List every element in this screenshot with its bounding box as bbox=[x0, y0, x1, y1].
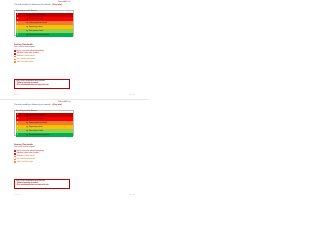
risk-level-description: e.g. Avoid the risk completely bbox=[26, 114, 46, 116]
risk-level-description: e.g. Personal protective equipment bbox=[26, 134, 50, 136]
page-title bbox=[14, 104, 62, 106]
threshold-bullets bbox=[14, 50, 84, 64]
note-box bbox=[14, 79, 70, 89]
section-heading: Scoring Thresholds bbox=[14, 44, 33, 46]
threshold-bullet-text: Low = monitor and maintain bbox=[16, 158, 36, 160]
risk-level-label: A bbox=[17, 122, 19, 124]
footer-left: Version 1.0 bbox=[14, 95, 20, 96]
page-footer bbox=[14, 95, 135, 96]
note-box bbox=[14, 179, 70, 189]
risk-level-description: e.g. Personal protective equipment bbox=[26, 34, 50, 36]
bullet-dot-icon bbox=[14, 56, 16, 58]
risk-level-label: P bbox=[17, 114, 19, 116]
risk-level-description: e.g. Isolate people from hazard bbox=[26, 122, 47, 124]
threshold-bullets bbox=[14, 150, 84, 164]
risk-level-description: e.g. Engineering controls bbox=[26, 126, 43, 128]
risk-level-label: M bbox=[17, 118, 19, 120]
page-footer bbox=[14, 195, 135, 196]
note-line: • Follow a hierarchy of controls bbox=[16, 182, 39, 184]
risk-level-label: L bbox=[17, 130, 18, 132]
title-main: The risk posed by a Hierarchy of controls... bbox=[14, 104, 53, 106]
risk-level-description: e.g. Substitute the hazard bbox=[26, 118, 44, 120]
note-line: • Follow a hierarchy of controls bbox=[16, 82, 39, 84]
bullet-dot-icon bbox=[14, 156, 16, 158]
note-line: Until a score is determined, do not proceed: bbox=[16, 180, 46, 182]
risk-matrix-caption: Reasonably practicable Measures bbox=[16, 111, 37, 112]
risk-level-label: V bbox=[17, 134, 19, 136]
threshold-bullet-text: Trivial = no further action bbox=[16, 161, 34, 163]
title-main: The risk posed by a Hierarchy of controls... bbox=[14, 4, 53, 6]
note-line: • If the consideration does not reduce the risk bbox=[16, 84, 49, 86]
risk-matrix-caption: Reasonably practicable Measures bbox=[16, 11, 37, 12]
risk-level-label: T bbox=[17, 26, 18, 28]
threshold-bullet-text: Moderate = review controls bbox=[16, 156, 35, 158]
bullet-dot-icon bbox=[14, 153, 16, 155]
threshold-bullet-text: Significant = plan action to reduce bbox=[16, 53, 40, 55]
bullet-dot-icon bbox=[14, 159, 16, 161]
note-line: • If the consideration does not reduce the risk bbox=[16, 184, 49, 186]
footer-right: Page 2 of 2 bbox=[128, 195, 135, 196]
section-subtext: Once a score has been assigned... bbox=[14, 47, 36, 48]
risk-level-label: A bbox=[17, 22, 19, 24]
risk-level-label: M bbox=[17, 18, 19, 20]
threshold-bullet-text: High = risk must be reduced immediately bbox=[16, 50, 44, 52]
threshold-bullet-text: Moderate = review controls bbox=[16, 56, 35, 58]
risk-level-description: e.g. Avoid the risk completely bbox=[26, 14, 46, 16]
risk-matrix-box bbox=[14, 10, 74, 36]
risk-level-description: e.g. Safe systems of work bbox=[26, 30, 44, 32]
risk-level-description: e.g. Safe systems of work bbox=[26, 130, 44, 132]
note-line: Until a score is determined, do not proceed: bbox=[16, 80, 46, 82]
bullet-dot-icon bbox=[14, 50, 16, 52]
section-heading: Scoring Thresholds bbox=[14, 144, 33, 146]
risk-level-label: T bbox=[17, 126, 18, 128]
risk-level-label: P bbox=[17, 14, 19, 16]
risk-level-description: e.g. Isolate people from hazard bbox=[26, 22, 47, 24]
risk-level-label: L bbox=[17, 30, 18, 32]
bullet-dot-icon bbox=[14, 150, 16, 152]
document-page-2 bbox=[0, 99, 149, 198]
threshold-bullet-text: High = risk must be reduced immediately bbox=[16, 150, 44, 152]
risk-level-description: e.g. Substitute the hazard bbox=[26, 18, 44, 20]
threshold-bullet-text: Trivial = no further action bbox=[16, 61, 34, 63]
title-warning: (Key info) bbox=[52, 104, 62, 106]
risk-level-rows bbox=[16, 113, 73, 137]
document-page-1 bbox=[0, 0, 149, 99]
threshold-bullet-text: Significant = plan action to reduce bbox=[16, 153, 40, 155]
page-header: NaturalArt Ltd bbox=[58, 1, 71, 3]
bullet-dot-icon bbox=[14, 61, 16, 63]
risk-matrix-box bbox=[14, 110, 74, 136]
bullet-dot-icon bbox=[14, 53, 16, 55]
bullet-dot-icon bbox=[14, 161, 16, 163]
footer-right: Page 1 of 2 bbox=[128, 95, 135, 96]
threshold-bullet-text: Low = monitor and maintain bbox=[16, 58, 36, 60]
title-warning: (Key info) bbox=[52, 4, 62, 6]
page-title bbox=[14, 4, 62, 6]
risk-level-label: V bbox=[17, 34, 19, 36]
bullet-dot-icon bbox=[14, 59, 16, 61]
footer-left: Version 1.0 bbox=[14, 195, 20, 196]
risk-level-description: e.g. Engineering controls bbox=[26, 26, 43, 28]
page-header: NaturalArt Ltd bbox=[58, 101, 71, 103]
section-subtext: Once a score has been assigned... bbox=[14, 147, 36, 148]
risk-level-rows bbox=[16, 13, 73, 37]
